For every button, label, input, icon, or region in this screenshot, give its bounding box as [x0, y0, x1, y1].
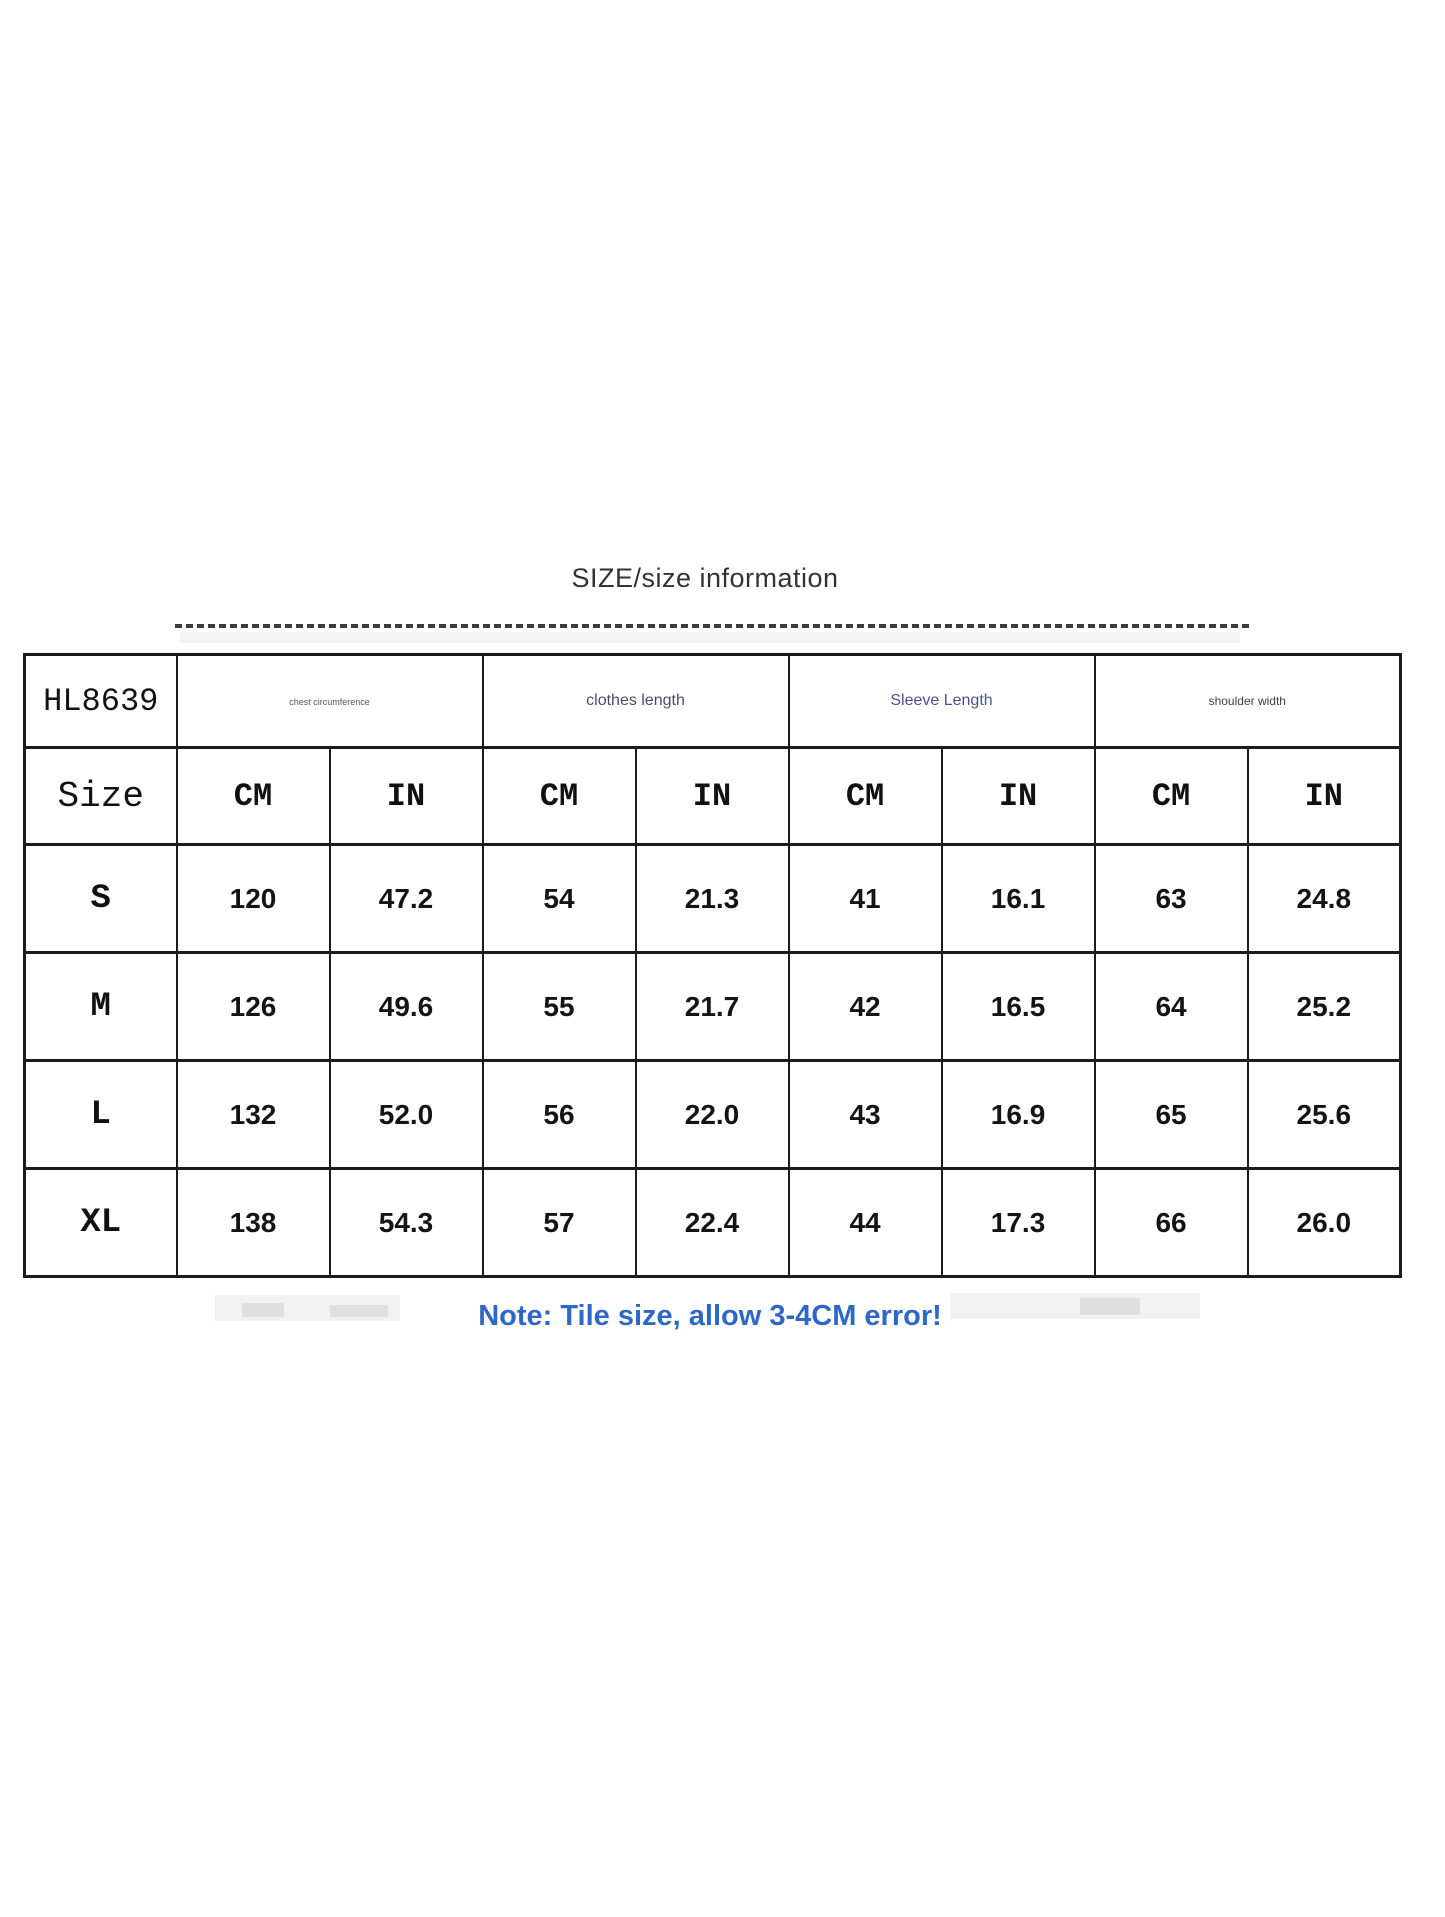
data-cell: 65: [1095, 1061, 1248, 1169]
data-cell: 54: [483, 845, 636, 953]
data-cell: 22.4: [636, 1169, 789, 1277]
unit-cell: IN: [942, 748, 1095, 845]
size-corner-cell: Size: [25, 748, 177, 845]
data-cell: 120: [177, 845, 330, 953]
data-cell: 25.2: [1248, 953, 1401, 1061]
data-cell: 41: [789, 845, 942, 953]
data-cell: 16.9: [942, 1061, 1095, 1169]
data-cell: 49.6: [330, 953, 483, 1061]
data-cell: 57: [483, 1169, 636, 1277]
data-cell: 42: [789, 953, 942, 1061]
data-cell: 16.5: [942, 953, 1095, 1061]
unit-cell: IN: [636, 748, 789, 845]
unit-cell: CM: [177, 748, 330, 845]
clothes-length-label: clothes length: [586, 692, 685, 709]
dashed-divider: [175, 624, 1249, 628]
data-cell: 43: [789, 1061, 942, 1169]
page-title: SIZE/size information: [571, 563, 839, 593]
data-cell: 63: [1095, 845, 1248, 953]
unit-cell: IN: [1248, 748, 1401, 845]
table-row-xl: [25, 1169, 1401, 1277]
size-label-cell: L: [25, 1061, 177, 1169]
table-row-l: [25, 1061, 1401, 1169]
unit-cell: IN: [330, 748, 483, 845]
data-cell: 66: [1095, 1169, 1248, 1277]
data-cell: 44: [789, 1169, 942, 1277]
header-cell-sleeve-length: [789, 655, 1095, 748]
data-cell: 22.0: [636, 1061, 789, 1169]
unit-cell: CM: [483, 748, 636, 845]
data-cell: 54.3: [330, 1169, 483, 1277]
table-row-s: [25, 845, 1401, 953]
divider-shadow: [180, 632, 1240, 643]
data-cell: 64: [1095, 953, 1248, 1061]
data-cell: 17.3: [942, 1169, 1095, 1277]
data-cell: 138: [177, 1169, 330, 1277]
data-cell: 52.0: [330, 1061, 483, 1169]
header-cell-chest: [177, 655, 483, 748]
header-cell-shoulder-width: [1095, 655, 1401, 748]
table-row-m: [25, 953, 1401, 1061]
unit-cell: CM: [789, 748, 942, 845]
data-cell: 126: [177, 953, 330, 1061]
size-label-cell: XL: [25, 1169, 177, 1277]
unit-cell: CM: [1095, 748, 1248, 845]
shoulder-width-label: shoulder width: [1208, 694, 1286, 708]
data-cell: 56: [483, 1061, 636, 1169]
size-label-cell: M: [25, 953, 177, 1061]
data-cell: 47.2: [330, 845, 483, 953]
chest-circumference-label: chest circumference: [289, 697, 370, 707]
data-cell: 26.0: [1248, 1169, 1401, 1277]
header-cell-clothes-length: [483, 655, 789, 748]
data-cell: 24.8: [1248, 845, 1401, 953]
product-code-cell: HL8639: [25, 655, 177, 748]
measurement-header-row: [25, 655, 1401, 748]
note-text: Note: Tile size, allow 3-4CM error!: [478, 1300, 942, 1332]
data-cell: 25.6: [1248, 1061, 1401, 1169]
size-label-cell: S: [25, 845, 177, 953]
data-cell: 21.7: [636, 953, 789, 1061]
data-cell: 132: [177, 1061, 330, 1169]
sleeve-length-label: Sleeve Length: [890, 692, 993, 709]
data-cell: 55: [483, 953, 636, 1061]
unit-header-row: [25, 748, 1401, 845]
data-cell: 21.3: [636, 845, 789, 953]
data-cell: 16.1: [942, 845, 1095, 953]
size-chart-table: [23, 653, 1402, 1278]
